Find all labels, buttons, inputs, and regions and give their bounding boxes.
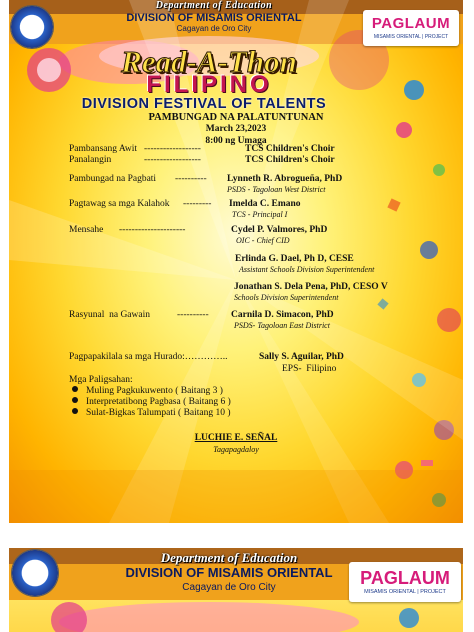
- contest-item-label: Interpretatibong Pagbasa ( Baitang 6 ): [86, 397, 231, 407]
- title-festival: DIVISION FESTIVAL OF TALENTS: [81, 96, 327, 112]
- department-title: Department of Education: [160, 550, 298, 565]
- emcee-role: Tagapagdaloy: [213, 445, 259, 454]
- program-dashes: ------------------: [144, 155, 201, 165]
- contests-label: Mga Paligsahan:: [69, 375, 133, 385]
- program-name: Erlinda G. Dael, Ph D, CESE: [235, 254, 354, 264]
- bullet-icon: [72, 408, 78, 414]
- judge-name: Sally S. Aguilar, PhD: [259, 352, 344, 362]
- program-name: Carnila D. Simacon, PhD: [231, 310, 334, 320]
- paglaum-logo-word: PAGLAUM: [360, 568, 450, 588]
- program-name: Imelda C. Emano: [229, 199, 301, 209]
- program-part: Pambungad na Pagbati: [69, 174, 157, 184]
- program-dashes: ----------: [177, 310, 209, 320]
- emcee-name: LUCHIE E. SEÑAL: [194, 433, 278, 443]
- division-name: DIVISION OF MISAMIS ORIENTAL: [126, 12, 302, 24]
- judges-label: Pagpapakilala sa mga Hurado:…………..: [69, 352, 228, 362]
- program-part: Rasyunal na Gawain: [69, 310, 150, 320]
- paglaum-logo: [349, 562, 461, 602]
- program-title: OIC - Chief CID: [236, 236, 290, 245]
- deped-seal-logo: [12, 550, 58, 596]
- title-read-a-thon: Read-A-Thon: [121, 44, 297, 79]
- program-dashes: ----------: [175, 174, 207, 184]
- bullet-icon: [72, 397, 78, 403]
- paglaum-logo-sub: MISAMIS ORIENTAL | PROJECT: [364, 589, 446, 595]
- program-dashes: ---------: [183, 199, 212, 209]
- program-dashes: ------------------: [144, 144, 201, 154]
- judge-title: EPS- Filipino: [282, 364, 337, 374]
- program-part: Mensahe: [69, 225, 104, 235]
- paglaum-logo: [363, 10, 459, 46]
- program-name: Cydel P. Valmores, PhD: [231, 225, 328, 235]
- bullet-icon: [72, 386, 78, 392]
- title-filipino: FILIPINO: [146, 71, 272, 98]
- program-title: PSDS - Tagoloan West District: [227, 185, 326, 194]
- division-name: DIVISION OF MISAMIS ORIENTAL: [125, 565, 333, 580]
- contest-item-label: Muling Pagkukuwento ( Baitang 3 ): [86, 386, 223, 396]
- contest-item: [72, 397, 231, 408]
- program-title: Assistant Schools Division Superintendent: [239, 265, 375, 274]
- program-title: Schools Division Superintendent: [234, 293, 339, 302]
- event-time: 8:00 ng Umaga: [205, 136, 267, 146]
- program-name: TCS Children's Choir: [245, 155, 335, 165]
- city-name: Cagayan de Oro City: [182, 582, 276, 593]
- program-part: Panalangin: [69, 155, 112, 165]
- program-dashes: ---------------------: [119, 225, 186, 235]
- program-title: PSDS- Tagoloan East District: [234, 321, 330, 330]
- program-page: [9, 0, 463, 523]
- program-part: Pagtawag sa mga Kalahok: [69, 199, 170, 209]
- deped-seal-logo: [11, 6, 53, 48]
- event-date: March 23,2023: [205, 124, 267, 134]
- header-banner: [49, 0, 379, 34]
- program-title: TCS - Principal I: [232, 210, 288, 219]
- city-name: Cagayan de Oro City: [176, 24, 252, 33]
- second-page-preview: [9, 548, 463, 632]
- contest-item: [72, 386, 223, 397]
- contest-item: [72, 408, 231, 419]
- paglaum-logo-word: PAGLAUM: [371, 15, 451, 32]
- contest-item-label: Sulat-Bigkas Talumpati ( Baitang 10 ): [86, 408, 231, 418]
- program-part: Pambansang Awit: [69, 144, 137, 154]
- program-heading: PAMBUNGAD NA PALATUNTUNAN: [148, 112, 324, 123]
- program-name: Jonathan S. Dela Pena, PhD, CESO V: [234, 282, 388, 292]
- department-title: Department of Education: [155, 0, 273, 11]
- paglaum-logo-sub: MISAMIS ORIENTAL | PROJECT: [373, 34, 449, 40]
- program-name: TCS Children's Choir: [245, 144, 335, 154]
- program-name: Lynneth R. Abrogueña, PhD: [227, 174, 343, 184]
